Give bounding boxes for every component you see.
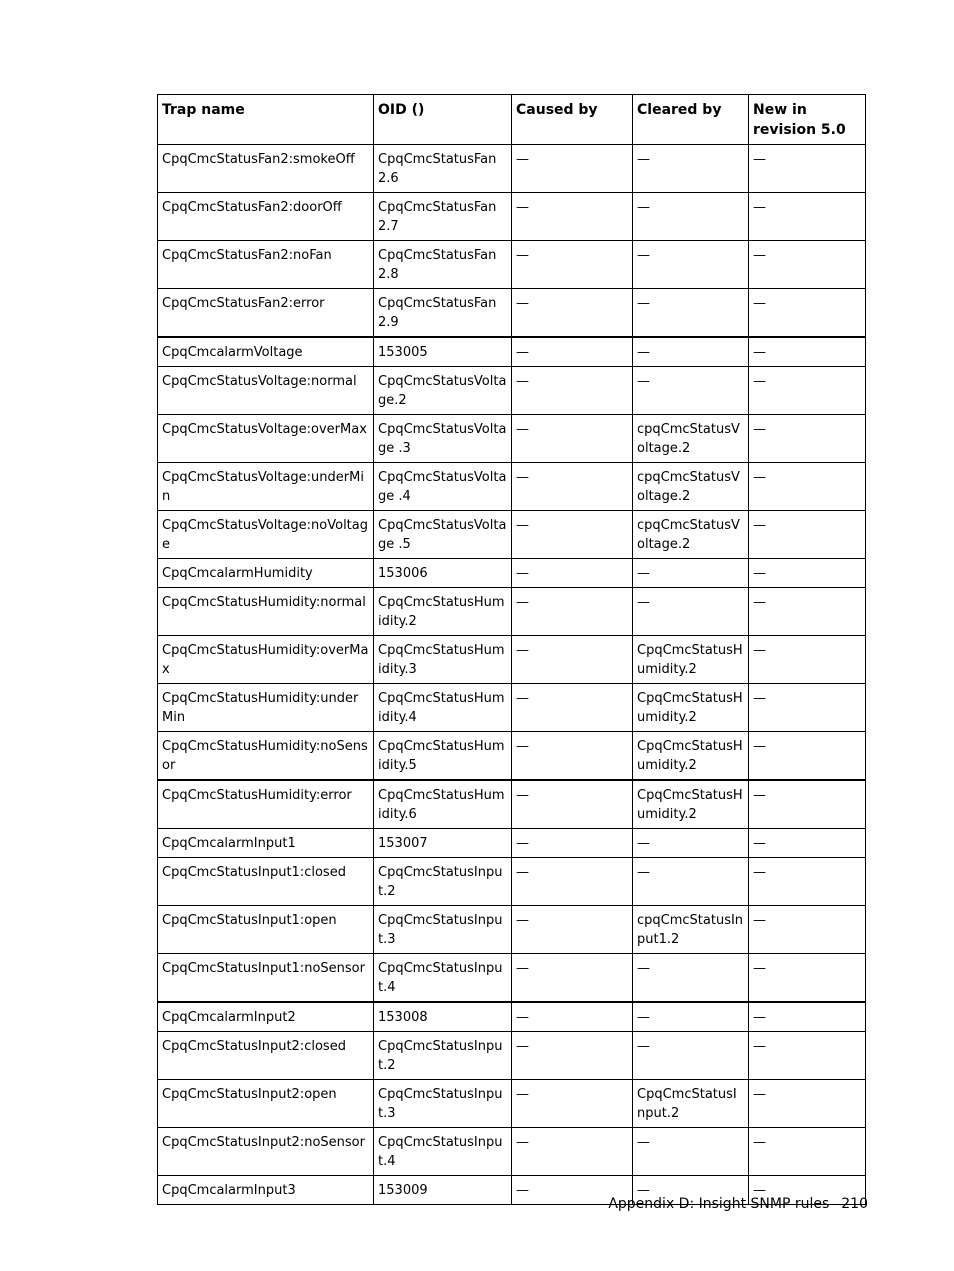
trap-name-cell: CpqCmcStatusFan2:noFan xyxy=(158,241,374,289)
new-in-revision-cell: — xyxy=(749,337,866,367)
table-row xyxy=(158,1080,866,1128)
new-in-revision-cell: — xyxy=(749,684,866,732)
caused-by-cell: — xyxy=(512,1002,633,1032)
trap-name-cell: CpqCmcStatusHumidity:noSensor xyxy=(158,732,374,781)
header-cleared-by: Cleared by xyxy=(633,95,749,145)
trap-name-cell: CpqCmcStatusVoltage:underMin xyxy=(158,463,374,511)
trap-name-cell: CpqCmcStatusHumidity:overMax xyxy=(158,636,374,684)
oid-cell: 153006 xyxy=(374,559,512,588)
table-row xyxy=(158,241,866,289)
caused-by-cell: — xyxy=(512,954,633,1003)
oid-cell: CpqCmcStatusFan2.7 xyxy=(374,193,512,241)
page-footer xyxy=(600,1195,868,1213)
table-row xyxy=(158,367,866,415)
table-row xyxy=(158,559,866,588)
caused-by-cell: — xyxy=(512,415,633,463)
table-row xyxy=(158,289,866,338)
table-row xyxy=(158,145,866,193)
oid-cell: CpqCmcStatusInput.2 xyxy=(374,858,512,906)
cleared-by-cell: — xyxy=(633,337,749,367)
table-body xyxy=(158,145,866,1205)
trap-name-cell: CpqCmcStatusHumidity:underMin xyxy=(158,684,374,732)
oid-cell: CpqCmcStatusHumidity.6 xyxy=(374,780,512,829)
cleared-by-cell: CpqCmcStatusHumidity.2 xyxy=(633,636,749,684)
oid-cell: CpqCmcStatusHumidity.3 xyxy=(374,636,512,684)
header-caused-by: Caused by xyxy=(512,95,633,145)
oid-cell: CpqCmcStatusHumidity.5 xyxy=(374,732,512,781)
table-row xyxy=(158,858,866,906)
table-row xyxy=(158,906,866,954)
oid-cell: CpqCmcStatusVoltage .5 xyxy=(374,511,512,559)
table-row xyxy=(158,954,866,1003)
cleared-by-cell: — xyxy=(633,289,749,338)
caused-by-cell: — xyxy=(512,1032,633,1080)
trap-name-cell: CpqCmcStatusInput2:open xyxy=(158,1080,374,1128)
footer-section-title: Appendix D: Insight SNMP rules xyxy=(608,1196,830,1212)
new-in-revision-cell: — xyxy=(749,511,866,559)
header-trap-name: Trap name xyxy=(158,95,374,145)
trap-name-cell: CpqCmcStatusInput2:closed xyxy=(158,1032,374,1080)
new-in-revision-cell: — xyxy=(749,732,866,781)
new-in-revision-cell: — xyxy=(749,559,866,588)
table-row xyxy=(158,193,866,241)
cleared-by-cell: cpqCmcStatusInput1.2 xyxy=(633,906,749,954)
cleared-by-cell: — xyxy=(633,367,749,415)
caused-by-cell: — xyxy=(512,636,633,684)
trap-name-cell: CpqCmcStatusHumidity:error xyxy=(158,780,374,829)
caused-by-cell: — xyxy=(512,780,633,829)
oid-cell: CpqCmcStatusVoltage .4 xyxy=(374,463,512,511)
new-in-revision-cell: — xyxy=(749,367,866,415)
oid-cell: CpqCmcStatusFan2.8 xyxy=(374,241,512,289)
cleared-by-cell: — xyxy=(633,559,749,588)
trap-name-cell: CpqCmcalarmInput2 xyxy=(158,1002,374,1032)
caused-by-cell: — xyxy=(512,145,633,193)
oid-cell: 153005 xyxy=(374,337,512,367)
trap-name-cell: CpqCmcStatusFan2:error xyxy=(158,289,374,338)
new-in-revision-cell: — xyxy=(749,289,866,338)
new-in-revision-cell: — xyxy=(749,1032,866,1080)
new-in-revision-cell: — xyxy=(749,636,866,684)
trap-name-cell: CpqCmcalarmInput1 xyxy=(158,829,374,858)
caused-by-cell: — xyxy=(512,337,633,367)
cleared-by-cell: cpqCmcStatusVoltage.2 xyxy=(633,463,749,511)
table-row xyxy=(158,511,866,559)
cleared-by-cell: — xyxy=(633,145,749,193)
page-number: 210 xyxy=(841,1196,868,1212)
oid-cell: CpqCmcStatusHumidity.2 xyxy=(374,588,512,636)
table-row xyxy=(158,732,866,781)
cleared-by-cell: — xyxy=(633,241,749,289)
trap-name-cell: CpqCmcStatusInput1:noSensor xyxy=(158,954,374,1003)
trap-name-cell: CpqCmcStatusVoltage:normal xyxy=(158,367,374,415)
caused-by-cell: — xyxy=(512,511,633,559)
cleared-by-cell: — xyxy=(633,1128,749,1176)
oid-cell: CpqCmcStatusFan2.6 xyxy=(374,145,512,193)
trap-name-cell: CpqCmcStatusInput1:closed xyxy=(158,858,374,906)
caused-by-cell: — xyxy=(512,1176,633,1205)
new-in-revision-cell: — xyxy=(749,415,866,463)
cleared-by-cell: CpqCmcStatusHumidity.2 xyxy=(633,684,749,732)
cleared-by-cell: — xyxy=(633,954,749,1003)
oid-cell: CpqCmcStatusHumidity.4 xyxy=(374,684,512,732)
oid-cell: 153008 xyxy=(374,1002,512,1032)
table-row xyxy=(158,463,866,511)
new-in-revision-cell: — xyxy=(749,463,866,511)
table-row xyxy=(158,1128,866,1176)
new-in-revision-cell: — xyxy=(749,1176,866,1205)
new-in-revision-cell: — xyxy=(749,588,866,636)
cleared-by-cell: CpqCmcStatusInput.2 xyxy=(633,1080,749,1128)
new-in-revision-cell: — xyxy=(749,906,866,954)
trap-name-cell: CpqCmcalarmHumidity xyxy=(158,559,374,588)
table-row xyxy=(158,829,866,858)
trap-name-cell: CpqCmcStatusFan2:doorOff xyxy=(158,193,374,241)
cleared-by-cell: — xyxy=(633,858,749,906)
caused-by-cell: — xyxy=(512,732,633,781)
cleared-by-cell: CpqCmcStatusHumidity.2 xyxy=(633,780,749,829)
cleared-by-cell: — xyxy=(633,193,749,241)
new-in-revision-cell: — xyxy=(749,145,866,193)
trap-name-cell: CpqCmcStatusInput1:open xyxy=(158,906,374,954)
header-new-in-revision: New in revision 5.0 xyxy=(749,95,866,145)
cleared-by-cell: CpqCmcStatusHumidity.2 xyxy=(633,732,749,781)
oid-cell: CpqCmcStatusInput.3 xyxy=(374,1080,512,1128)
oid-cell: 153007 xyxy=(374,829,512,858)
new-in-revision-cell: — xyxy=(749,241,866,289)
new-in-revision-cell: — xyxy=(749,829,866,858)
cleared-by-cell: cpqCmcStatusVoltage.2 xyxy=(633,511,749,559)
caused-by-cell: — xyxy=(512,241,633,289)
oid-cell: CpqCmcStatusFan2.9 xyxy=(374,289,512,338)
trap-name-cell: CpqCmcStatusHumidity:normal xyxy=(158,588,374,636)
cleared-by-cell: — xyxy=(633,1002,749,1032)
new-in-revision-cell: — xyxy=(749,858,866,906)
table-header-row xyxy=(158,95,866,145)
oid-cell: CpqCmcStatusInput.3 xyxy=(374,906,512,954)
table-row xyxy=(158,415,866,463)
new-in-revision-cell: — xyxy=(749,1128,866,1176)
trap-name-cell: CpqCmcStatusInput2:noSensor xyxy=(158,1128,374,1176)
table-row xyxy=(158,1032,866,1080)
caused-by-cell: — xyxy=(512,906,633,954)
caused-by-cell: — xyxy=(512,588,633,636)
caused-by-cell: — xyxy=(512,829,633,858)
table-row xyxy=(158,588,866,636)
new-in-revision-cell: — xyxy=(749,780,866,829)
caused-by-cell: — xyxy=(512,289,633,338)
caused-by-cell: — xyxy=(512,1080,633,1128)
table-row xyxy=(158,684,866,732)
new-in-revision-cell: — xyxy=(749,1002,866,1032)
cleared-by-cell: cpqCmcStatusVoltage.2 xyxy=(633,415,749,463)
oid-cell: CpqCmcStatusInput.4 xyxy=(374,954,512,1003)
caused-by-cell: — xyxy=(512,463,633,511)
trap-name-cell: CpqCmcalarmVoltage xyxy=(158,337,374,367)
new-in-revision-cell: — xyxy=(749,1080,866,1128)
caused-by-cell: — xyxy=(512,1128,633,1176)
trap-name-cell: CpqCmcStatusVoltage:overMax xyxy=(158,415,374,463)
cleared-by-cell: — xyxy=(633,588,749,636)
table-row xyxy=(158,780,866,829)
snmp-trap-table xyxy=(157,94,866,1205)
caused-by-cell: — xyxy=(512,367,633,415)
cleared-by-cell: — xyxy=(633,1176,749,1205)
oid-cell: CpqCmcStatusVoltage .3 xyxy=(374,415,512,463)
trap-name-cell: CpqCmcalarmInput3 xyxy=(158,1176,374,1205)
oid-cell: 153009 xyxy=(374,1176,512,1205)
new-in-revision-cell: — xyxy=(749,193,866,241)
caused-by-cell: — xyxy=(512,684,633,732)
caused-by-cell: — xyxy=(512,559,633,588)
oid-cell: CpqCmcStatusInput.2 xyxy=(374,1032,512,1080)
oid-cell: CpqCmcStatusVoltage.2 xyxy=(374,367,512,415)
header-oid: OID () xyxy=(374,95,512,145)
caused-by-cell: — xyxy=(512,193,633,241)
oid-cell: CpqCmcStatusInput.4 xyxy=(374,1128,512,1176)
cleared-by-cell: — xyxy=(633,829,749,858)
table-row xyxy=(158,1002,866,1032)
new-in-revision-cell: — xyxy=(749,954,866,1003)
trap-name-cell: CpqCmcStatusFan2:smokeOff xyxy=(158,145,374,193)
trap-name-cell: CpqCmcStatusVoltage:noVoltage xyxy=(158,511,374,559)
table-row xyxy=(158,337,866,367)
cleared-by-cell: — xyxy=(633,1032,749,1080)
table-row xyxy=(158,636,866,684)
caused-by-cell: — xyxy=(512,858,633,906)
